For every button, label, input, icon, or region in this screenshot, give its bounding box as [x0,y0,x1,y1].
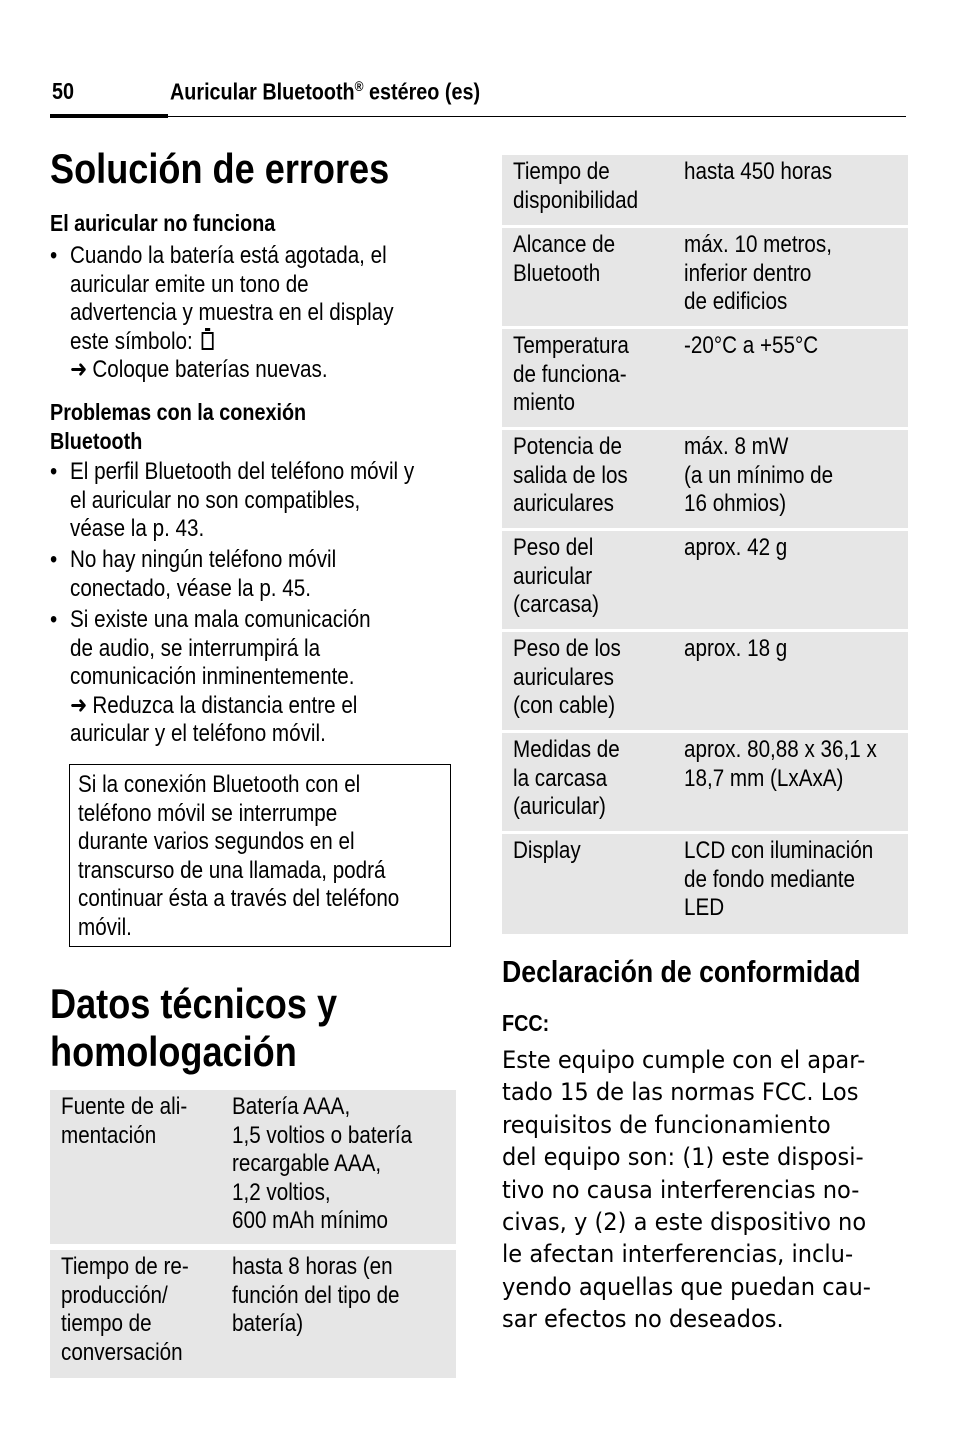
table-row [502,632,908,730]
spec-value: -20°C a +55°C [684,332,819,359]
fcc-statement: Este equipo cumple con el apar- tado 15 de las normas FCC. Los requisitos de funcionamiento del equipo son: (1) este disposi- tivo no causa interferencias no- civas, y (2) a este dispositivo no le afectan interferencias, inclu- yendo aquellas que puedan cau- sar efectos no deseados. [502,1046,871,1334]
table-row [502,430,908,528]
table-row [50,1250,456,1378]
spec-value: Batería AAA, 1,5 voltios o batería recargable AAA, 1,2 voltios, 600 mAh mínimo [232,1093,413,1234]
battery-empty-icon [201,332,213,350]
spec-value: aprox. 80,88 x 36,1 x 18,7 mm (LxAxA) [684,736,877,792]
spec-label: Alcance de Bluetooth [513,231,616,287]
bullet-text: Cuando la batería está agotada, el auricular emite un tono de advertencia y muestra en el display este símbolo: ➜ Coloque baterías nuevas. [70,242,394,383]
fcc-label: FCC: [502,1010,550,1036]
bullet-text: El perfil Bluetooth del teléfono móvil y el auricular no son compatibles, véase la p. 43. [70,458,415,542]
spec-label: Peso del auricular (carcasa) [513,534,600,618]
spec-label: Fuente de ali- mentación [61,1093,188,1149]
note-box [69,764,451,947]
running-title [170,78,480,106]
spec-value: máx. 8 mW (a un mínimo de 16 ohmios) [684,433,834,517]
bullet-dot: • [50,458,58,485]
arrow-right-icon: ➜ [70,691,88,719]
note-text: Si la conexión Bluetooth con el teléfono móvil se interrumpe durante varios segundos en el transcurso de una llamada, podrá continuar ésta a través del teléfono móvil. [78,771,400,941]
spec-label: Potencia de salida de los auriculares [513,433,628,517]
page-number: 50 [52,78,75,104]
spec-value: hasta 450 horas [684,158,833,185]
spec-label: Peso de los auriculares (con cable) [513,635,621,719]
header-rule-thick [50,114,168,118]
spec-label: Display [513,837,581,864]
tech-data-title: Datos técnicos y homologación [50,980,338,1075]
spec-value: aprox. 42 g [684,534,788,561]
table-row [502,329,908,427]
section-heading-not-working: El auricular no funciona [50,210,276,236]
page-header [50,76,906,120]
section-heading-bluetooth: Problemas con la conexión Bluetooth [50,399,307,454]
arrow-right-icon: ➜ [70,356,88,383]
header-rule-thin [168,116,906,117]
troubleshooting-title: Solución de errores [50,145,390,192]
spec-value: hasta 8 horas (en función del tipo de batería) [232,1253,400,1337]
table-row [502,155,908,225]
bullet-text: No hay ningún teléfono móvil conectado, véase la p. 45. [70,546,337,602]
table-row [50,1090,456,1244]
bullet-dot: • [50,606,58,633]
spec-value: aprox. 18 g [684,635,788,662]
bullet-text: Si existe una mala comunicación de audio, se interrumpirá la comunicación inminentemente. ➜ Reduzca la distancia entre el auricular y el teléfono móvil. [70,606,371,747]
table-row [502,834,908,934]
table-row [502,228,908,326]
table-row [502,733,908,831]
spec-label: Tiempo de re- producción/ tiempo de conversación [61,1253,189,1366]
spec-value: máx. 10 metros, inferior dentro de edificios [684,231,832,315]
running-title-suffix: estéreo (es) [363,78,481,105]
spec-label: Medidas de la carcasa (auricular) [513,736,620,820]
running-title-text: Auricular Bluetooth [170,78,355,105]
bullet-dot: • [50,546,58,573]
table-row [502,531,908,629]
conformity-title: Declaración de conformidad [502,954,861,989]
spec-label: Tiempo de disponibilidad [513,158,639,214]
spec-label: Temperatura de funciona- miento [513,332,629,416]
spec-value: LCD con iluminación de fondo mediante LED [684,837,874,921]
registered-mark: ® [354,78,364,94]
bullet-dot: • [50,242,58,269]
